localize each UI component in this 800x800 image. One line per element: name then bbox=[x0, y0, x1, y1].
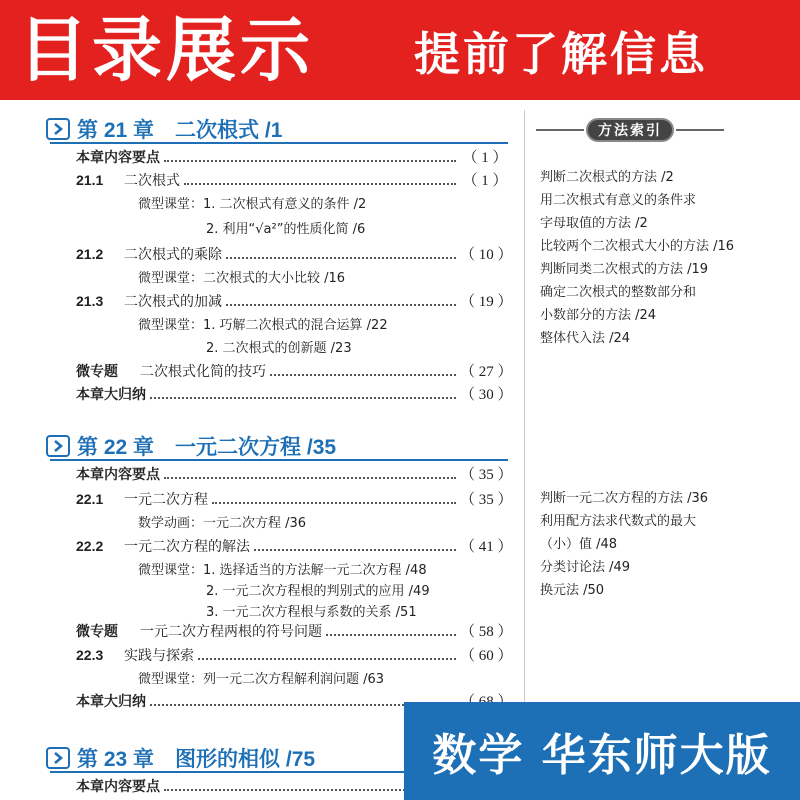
chevron-right-icon bbox=[46, 118, 70, 140]
toc-subitem[interactable]: 2. 利用“√a²”的性质化简 /6 bbox=[206, 222, 366, 237]
toc-row[interactable]: 21.3 二次根式的加减 （ 19 ） bbox=[76, 292, 513, 310]
toc-row[interactable]: 本章内容要点 （ 1 ） bbox=[76, 148, 508, 166]
toc-page bbox=[0, 100, 800, 800]
toc-row[interactable]: 微专题 一元二次方程两根的符号问题 （ 58 ） bbox=[76, 622, 513, 640]
method-index-item[interactable]: 利用配方法求代数式的最大 bbox=[540, 514, 697, 529]
method-index-item[interactable]: （小）值 /48 bbox=[540, 537, 618, 552]
toc-subitem[interactable]: 微型课堂：二次根式的大小比较 /16 bbox=[138, 271, 346, 286]
toc-subitem[interactable]: 3. 一元二次方程根与系数的关系 /51 bbox=[206, 605, 417, 620]
chevron-right-icon bbox=[46, 747, 70, 769]
toc-row[interactable]: 21.2 二次根式的乘除 （ 10 ） bbox=[76, 245, 513, 263]
chevron-right-icon bbox=[46, 435, 70, 457]
toc-subitem[interactable]: 2. 二次根式的创新题 /23 bbox=[206, 341, 352, 356]
toc-subitem[interactable]: 微型课堂：1. 选择适当的方法解一元二次方程 /48 bbox=[138, 563, 427, 578]
toc-row[interactable]: 22.1 一元二次方程 （ 35 ） bbox=[76, 490, 513, 508]
method-index-item[interactable]: 分类讨论法 /49 bbox=[540, 560, 631, 575]
toc-row[interactable]: 本章大归纳 （ 30 ） bbox=[76, 385, 513, 403]
banner bbox=[0, 0, 800, 100]
chapter-title: 第 21 章 二次根式 /1 bbox=[77, 119, 283, 142]
toc-subitem[interactable]: 数学动画：一元二次方程 /36 bbox=[138, 516, 307, 531]
method-index-item[interactable]: 换元法 /50 bbox=[540, 583, 605, 598]
toc-row[interactable]: 22.2 一元二次方程的解法 （ 41 ） bbox=[76, 537, 513, 555]
chapter-21-heading bbox=[46, 114, 282, 144]
method-index-item[interactable]: 确定二次根式的整数部分和 bbox=[540, 285, 697, 300]
edition-badge: 数学 华东师大版 bbox=[404, 702, 800, 800]
toc-subitem[interactable]: 微型课堂：1. 巧解二次根式的混合运算 /22 bbox=[138, 318, 388, 333]
toc-subitem[interactable]: 2. 一元二次方程根的判别式的应用 /49 bbox=[206, 584, 430, 599]
method-index-item[interactable]: 小数部分的方法 /24 bbox=[540, 308, 657, 323]
method-index-item[interactable]: 判断一元二次方程的方法 /36 bbox=[540, 491, 709, 506]
method-index-item[interactable]: 比较两个二次根式大小的方法 /16 bbox=[540, 239, 735, 254]
toc-row[interactable]: 21.1 二次根式 （ 1 ） bbox=[76, 171, 508, 189]
chapter-underline bbox=[50, 459, 508, 461]
method-index-item[interactable]: 判断同类二次根式的方法 /19 bbox=[540, 262, 709, 277]
method-index-item[interactable]: 用二次根式有意义的条件求 bbox=[540, 193, 697, 208]
chapter-23-heading bbox=[46, 743, 315, 773]
chapter-underline bbox=[50, 142, 508, 144]
toc-subitem[interactable]: 微型课堂：1. 二次根式有意义的条件 /2 bbox=[138, 197, 367, 212]
toc-row[interactable]: 本章内容要点 bbox=[76, 774, 510, 797]
column-divider bbox=[524, 110, 525, 800]
method-index-header bbox=[536, 118, 726, 142]
chapter-22-heading bbox=[46, 431, 336, 461]
banner-title-big: 目录展示 bbox=[18, 9, 314, 91]
method-index-item[interactable]: 字母取值的方法 /2 bbox=[540, 216, 648, 231]
method-index-label: 方法索引 bbox=[586, 118, 674, 142]
toc-subitem[interactable]: 微型课堂：列一元二次方程解利润问题 /63 bbox=[138, 672, 385, 687]
toc-row[interactable]: 本章内容要点 （ 35 ） bbox=[76, 465, 513, 483]
toc-row[interactable]: 微专题 二次根式化简的技巧 （ 27 ） bbox=[76, 362, 513, 380]
banner-title-small: 提前了解信息 bbox=[414, 27, 708, 81]
toc-row[interactable]: 本章大归纳 bbox=[76, 689, 510, 712]
chapter-title: 第 22 章 一元二次方程 /35 bbox=[77, 436, 337, 459]
chapter-title: 第 23 章 图形的相似 /75 bbox=[77, 748, 316, 771]
method-index-item[interactable]: 判断二次根式的方法 /2 bbox=[540, 170, 674, 185]
method-index-item[interactable]: 整体代入法 /24 bbox=[540, 331, 631, 346]
toc-row[interactable]: 22.3 实践与探索 （ 60 ） bbox=[76, 646, 513, 664]
